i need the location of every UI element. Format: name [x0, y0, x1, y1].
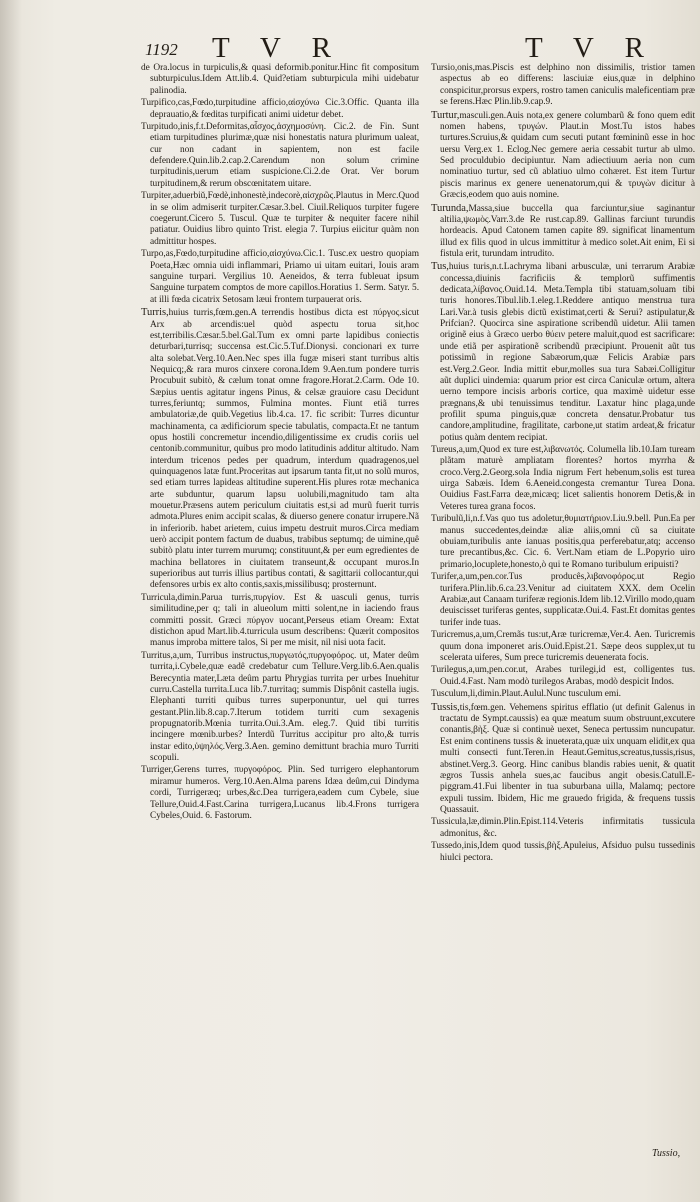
- entry-text: huius turis,n.t.Lachryma libani arbusculæ, uni terrarum Arabiæ concessa,diuinis facrificiis & templorũ suffimentis dedicata,λίβανος.Ouid.14. Meta.Templa tibi statuam,soluam tibi turis honores.Tibul.lib.1.eleg.1.Reddere antiquo menstrua tura Lari.Var.à tusis glebis dictũ existimat,certi & Serui? astipulatur,& Prifcian?. Quocirca sine aspiratione scribendũ uidetur. Alii tamen originẽ eius à Græco uerbo θύειν petere maluit,quod est sacrificare: unde etiã per aspirationẽ scribendũ præcipiunt. Prouenit aũt tus potissimũ in regione Sabæorum,quæ Felicis Arabiæ pars est.Verg.2.Geor. India mittit ebur,molles sua tura Sabæi.Colligitur aũt duplici uindemia: quarum prior est circa Caniculæ ortum, altera uerno tempore incisis arboris cortice, qua maximè uidetur esse prægnans,& ubi tenuissimus tenditur. Laxatur hinc plaga,unde profilit spuma pinguis,quæ concreta densatur.Probatur tus candore,amplitudine, fragilitate, carbone,ut statim ardeat,& fricatur potius quàm dentem recipiat.: [440, 262, 695, 443]
- entry-text: Turilegus,a,um,pen.cor.ut, Arabes turilegi,id est, colligentes tus. Ouid.4.Fast. Nam modò turilegos Arabas, modò despicit Indos.: [431, 665, 695, 687]
- dictionary-entry: [141, 651, 419, 764]
- entry-headword: Turris,: [141, 307, 169, 319]
- dictionary-entry: [431, 630, 695, 664]
- entry-text: Turriger,Gerens turres, πυργοφόρος. Plin. Sed turrigero elephantorum miramur humeros. Verg.10.Aen.Alma parens Idæa deûm,cui Dindyma cordi, Turrigeræq; urbes,&c.Dea turrigera,eadem cum Cybele, siue Tellure,Ouid.4.Fast.Carina turrigera,Lucanus lib.4.Frons turrigera Cybeles,Ouid. 6. Fastorum.: [141, 765, 419, 821]
- entry-text: de Ora.locus in turpiculis,& quasi deformib.ponitur.Hinc fit compositum subturpiculus.Idem Att.lib.4. Quid?etiam subturpicula mihi uidebatur palinodia.: [141, 63, 419, 96]
- dictionary-entry: [431, 110, 695, 202]
- page-number: 1192: [145, 40, 178, 59]
- dictionary-entry: [141, 307, 419, 592]
- dictionary-entry: [431, 63, 695, 108]
- entry-text: Turricula,dimin.Parua turris,πυργίον. Est & uasculi genus, turris similitudine,per q; tali in alueolum mitti solent,ne in iaciendo fraus committi possit. Græci πύργον uocant,Perseus etiam Oream: Extat distichon apud Mart.lib.4.turricula usum describens: Quærit compositos manus improba mittere talos, Si per me misit, nil nisi uota facit.: [141, 592, 419, 649]
- entry-text: Turpitudo,inis,f.t.Deformitas,αἶσχος,ἀσχημοσύνη. Cic.2. de Fin. Sunt etiam turpitudines plurimæ,quæ nisi honestatis natura plurimum ualeat, cur non cadant in sapientem, non est facile defendere.Quin.lib.2.cap.2.Carendum non solum crimine turpitudinis,uerum etiam suspicione.Ci.2.de Orat. Ver borum turpitudinem,& rerum obscœnitatem uitare.: [141, 122, 419, 189]
- dictionary-entry: [141, 765, 419, 822]
- dictionary-entry: [141, 249, 419, 306]
- entry-text: Turritus,a,um, Turribus instructus,πυργωτός,πυργοφόρος. ut, Mater deûm turrita,i.Cybele,quæ eadê credebatur cum Tellure.Verg.lib.6.Aen.qualis Berecyntia mater,Læta deûm partu Phrygias turrita per urbes Inuehitur curru.Castella turrita.Luca lib.7.turritaq; summis Dispônit castella iugis. Elephanti turriti quibus turres superponuntur, uel qui turres gestant.Plin.lib.8.cap.7.Iterum totidem turriti cum sexagenis propugnatorib.Mœnia turrita.Oui.3.Am. eleg.7. Quid tibi turritis incingere mœnib.urbes? Interdũ Turritus accipitur pro alto,& turris instar edito,ὑψηλός.Verg.3.Aen. gemino demittunt brachia muro Turriti scopuli.: [141, 650, 419, 763]
- dictionary-entry: [431, 689, 695, 700]
- right-column: [431, 63, 695, 865]
- dictionary-entry: [431, 572, 695, 629]
- dictionary-entry: [431, 261, 695, 444]
- dictionary-entry: [431, 817, 695, 840]
- dictionary-entry: [431, 203, 695, 261]
- entry-text: Turifer,a,um,pen.cor.Tus producês,λιβανοφόρος.ut Regio turifera.Plin.lib.6.ca.23.Venitur ad ciuitatem XXX. dem Ocelin Arabiæ,aut Canaam turiferæ regionis.Idem lib.12.Virillo modo,quam deuiscisset turiferas gentes, supplicatæ.Oui.4. Fast.Et domitas gentes turifer inde tuas.: [431, 572, 695, 628]
- entry-text: Tusculum,li,dimin.Plaut.Aulul.Nunc tusculum emi.: [431, 689, 621, 700]
- entry-headword: Tus,: [431, 261, 449, 273]
- entry-headword: Tussis,: [431, 701, 460, 713]
- running-head-right: T V R: [525, 32, 656, 64]
- dictionary-entry: [431, 514, 695, 571]
- entry-text: Turpiter,aduerbiŭ,Fœdè,inhonestè,indecorè,αἰσχρῶς.Plautus in Merc.Quod in se olim admiserit turpiter.Cæsar.3.bel. Ciuil.Reliquos turpiter fugere coegerunt.Cicero 5. Tuscul. Quæ te turpiter & nequiter facere nihil patiatur. Ouidius libro quinto Trist. elegia 7. Turpius eiicitur quàm non admittitur hospes.: [141, 191, 419, 247]
- entry-text: huius turris,fœm.gen.A terrendis hostibus dicta est πύργος.sicut Arx ab arcendis:uel quòd aspectu torua sit,hoc est,terribilis.Cæsar.5.bel.Gal.Tum ex omni parte lapidibus coniectis deturbari,turrisq; succensa est.Cic.5.Tuf.Dionysi. concionari ex turre alta solebat.Verg.10.Aen.Nec spes illa fugæ miseri stant turribus altis Nequicq;,& rara muros cinxere corona.Idem 9.Aen.tum pondere turris Procubuit subitò, & cælum tonat omne fragore.Horat.2.Carm. Ode 10. Sæpius uentis agitatur ingens Pinus, & celsæ grauiore casu Decidunt turres,feriuntq; summos, Fulmina montes. Fiunt etiã turres ambulatoriæ,de quib.Vegetius lib.4.ca. 17. fic scribit: Turres dicuntur machinamenta, ca ædificiorum specie tabulatis, compacta.Et ne tantum opus hostili concremetur incendio,diligentissime ex crudis coriis uel centonib.communitur, quibus pro modo latitudinis additur altitudo. Nam interdum tricenos pedes per quadrum, interdum quadragenos,uel quinquagenos latæ funt.Proceritas aut ipsarum tanta fit,ut no solũ muros, sed etiam turres lapideas altitudine superent.His plures rotæ mechanica arte subduntur, quarum lapsu uolubili,magnitudo tam alta mouetur.Præsens autem periculum ciuitatis est,si ad murũ fuerit turris admota.Plures enim accipit scalas, & diuerso genere conatur irrupere.Nã in inferiorib. habet arietem, cuius impetu destruit muros.Circa mediam uerò accipit pontem factum de duabus, trabibus septumq; de uimine,quê subitò platu inter turrem murumq; constituunt,& per eum egredientes de machina bellatores in ciuitatem transeunt,& occupant muros.In superioribus aut turris illius partibus contati, & sagittarii collocantur,qui defensores urbis ex alto contis,saxis,missilibusq; prosternunt.: [150, 308, 419, 591]
- entry-text: Turicremus,a,um,Cremãs tus:ut,Aræ turicremæ,Ver.4. Aen. Turicremis quum dona imponeret aris.Ouid.Epist.21. Sæpe deos supplex,ut tu scelerata uiferes, Sum prece turicremis deuenerata focis.: [431, 630, 695, 663]
- entry-text: Tursio,onis,mas.Piscis est delphino non dissimilis, tristior tamen aspectus ab eo differens: lasciuiæ eius,quæ in delphino conspicitur,prorsus expers, rostro tamen caniculis maleficentiam præ se ferens.Hæc Plin.lib.9.cap.9.: [431, 63, 695, 108]
- entry-text: Tureus,a,um,Quod ex ture est,λιβανωτός. Columella lib.10.Iam tuream plãtam maturè ampliatam florentes? hortos myrrha & croco.Verg.2.Georg.sola India nigrum Fert hebenum,solis est turea uirga Sabæis. Idem 6.Aeneid.congesta cremantur Turea Dona. Ouidius Fast.Farra deæ,micæq; licet salientis honorem Detis,& in Veteres turea grana focos.: [431, 445, 695, 512]
- catchword: Tussio,: [652, 1148, 681, 1159]
- left-column: [141, 63, 419, 823]
- dictionary-entry: [141, 98, 419, 121]
- entry-text: Tussedo,inis,Idem quod tussis,βὴξ.Apuleius, Afsiduo pulsu tussedinis hiulci pectora.: [431, 841, 695, 863]
- page-edge-shadow: [0, 0, 22, 1202]
- entry-text: Turibulũ,li,n.f.Vas quo tus adoletur,θυμιατήριον.Liu.9.bell. Pun.Ea per manus succedentes,deindæ aliæ aliis,omni cũ sa ciuitate obuiam,turibulis ante ianuas positis,qua perferebatur,atq; accenso ture precantibus,&c. Cic. 6. Vert.Nam etiam de L.Popyrio uiro primario,locuplete,honesto,ò qui te Romano turibulum eripuisti?: [431, 514, 695, 570]
- dictionary-entry: [431, 445, 695, 513]
- dictionary-entry: [141, 191, 419, 248]
- dictionary-entry: [141, 63, 419, 97]
- dictionary-entry: [141, 122, 419, 190]
- entry-text: Tussicula,læ,dimin.Plin.Epist.114.Veteris infirmitatis tussicula admonitus, &c.: [431, 817, 695, 839]
- entry-text: Turpo,as,Fœdo,turpitudine afficio,αἰσχύνω.Cic.1. Tusc.ex uestro quopiam Poeta,Hæc omnia uidi inflammari, Priamo ui uitam euitari, Iouis aram sanguine turpari. Vergilius 10. Aeneidos, & terra fubleuat ipsum Sanguine turpatem comptos de more capillos.Horatius 1. Serm. Satyr. 5. at illi fœda cicatrix Setosam læui frontem turpauerat oris.: [141, 249, 419, 305]
- dictionary-entry: [431, 665, 695, 688]
- entry-text: Turpifico,cas,Fœdo,turpitudine afficio,αἰσχύνω Cic.3.Offic. Quanta illa deprauatio,& fœditas turpificati animi uidetur debet.: [141, 98, 419, 120]
- dictionary-entry: [431, 702, 695, 816]
- entry-text: masculi.gen.Auis nota,ex genere columbarũ & fono quem edit nomen habens, τρυγών. Plaut.in Most.Tu istos habes turtures.Scruius,& quidam cum secuti putant fœmininũ esse in hoc uersu Verg.ex 1. Eclog.Nec gemere aeria cessabit turtur ab ulmo. Sed proculdubio decipiuntur. Nam adiectiuum aeria non cum nominatiuo turtur, sed cũ ablatiuo ulmo cohæret. Est item Turtur piscis marinus ex genere uenenatorum,qui & τρυγὼν dicitur à Græcis,eodem quo auis nomine.: [440, 110, 695, 200]
- entry-text: tis,fœm.gen. Vehemens spiritus efflatio (ut definit Galenus in tractatu de Sympt.caussis) ea quæ meatum suum obstruunt,excutere conantis,βὴξ. Quæ si continuè uexet, Seneca pertussim nuncupatur. Est enim continens tussis & inueterata,quæ uix unquam elidit,ex qua multi consecti funt.Teren.in Heaut.Gemitus,screatus,tussis,risus, abstinet.Verg.3. Georg. Hinc canibus blandis rabies uenit, & quatit ægros Tussis anhela sues,ac faucibus angit obesis.Catull.E-piggram.41.Fui libenter in tua suburbana uilla, Malamq; pectore expuli tussim. Ibidem, Hic me grauedo frigida, & frequens tussis Quassauit.: [440, 702, 695, 815]
- entry-headword: Turunda,: [431, 202, 469, 214]
- entry-text: Massa,siue buccella qua farciuntur,siue saginantur altilia,ψωμὸς.Varr.3.de Re rust.cap.89. Gallinas farciunt turundis hordeacis. Apud Catonem tamen capite 89. significat linamentum illud ex filis quod in ulcus immittitur à medico solet.Ait enim, Ei si fistula erit, turundam intrudito.: [440, 203, 695, 259]
- dictionary-entry: [431, 841, 695, 864]
- running-head-left: T V R: [212, 32, 343, 64]
- dictionary-entry: [141, 593, 419, 650]
- entry-headword: Turtur,: [431, 109, 460, 121]
